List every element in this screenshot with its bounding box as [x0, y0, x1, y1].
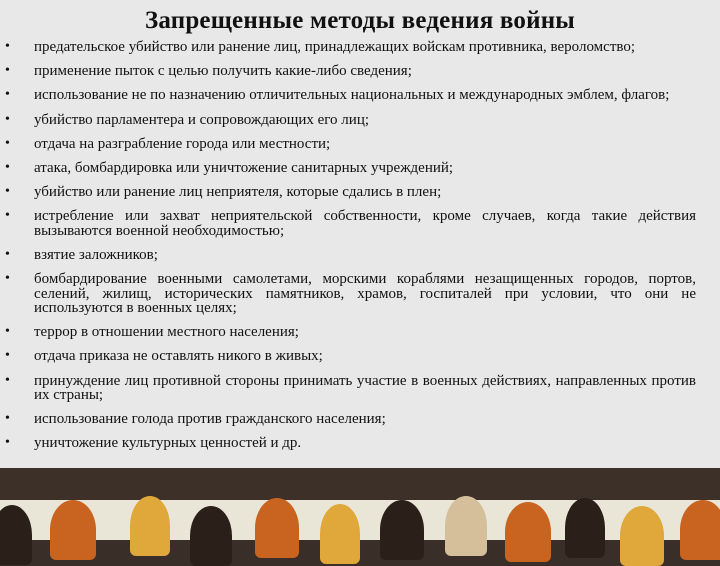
list-item [0, 161, 720, 175]
list-item-text: использование голода против гражданского населения; [34, 411, 386, 428]
list-item [0, 248, 720, 262]
silhouette-figure [380, 500, 424, 560]
list-item-text: уничтожение культурных ценностей и др. [34, 435, 302, 452]
bullet-icon: • [5, 160, 10, 176]
list-item-text: бомбардирование военными самолетами, морскими кораблями незащищенных городов, портов, селений, жилищ, исторических памятников, храмов, госпиталей при условии, что они не используются в военных целях; [34, 271, 696, 317]
silhouette-figure [320, 504, 360, 564]
list-item-text: убийство парламентера и сопровождающих его лиц; [34, 111, 370, 128]
bullet-icon: • [5, 324, 10, 340]
silhouette-figure [190, 506, 232, 566]
slide-title: Запрещенные методы ведения войны [144, 7, 576, 34]
silhouette-figure [130, 496, 170, 556]
list-item-text: террор в отношении местного населения; [34, 324, 299, 341]
silhouette-figure [50, 500, 96, 560]
list-item [0, 64, 720, 78]
silhouette-figure [505, 502, 551, 562]
bullet-icon: • [5, 348, 10, 364]
list-item [0, 374, 720, 403]
list-item-text: применение пыток с целью получить какие-либо сведения; [34, 63, 412, 80]
list-item [0, 113, 720, 127]
silhouette-figure [255, 498, 299, 558]
silhouette-figure [445, 496, 487, 556]
bullet-icon: • [5, 111, 10, 127]
list-item [0, 436, 720, 450]
silhouette-figure [620, 506, 664, 566]
bullet-icon: • [5, 184, 10, 200]
bullet-icon: • [5, 435, 10, 451]
list-item-text: отдача на разграбление города или местности; [34, 135, 331, 152]
silhouette-figure [680, 500, 720, 560]
methods-list [0, 40, 720, 461]
list-item-text: использование не по назначению отличительных национальных и международных эмблем, флагов; [34, 87, 670, 104]
list-item-text: принуждение лиц противной стороны принимать участие в военных действиях, направленных против их страны; [34, 372, 696, 404]
list-item [0, 209, 720, 238]
bullet-icon: • [5, 135, 10, 151]
silhouette-figure [565, 498, 605, 558]
bullet-icon: • [5, 87, 10, 103]
decorative-stripe [0, 500, 720, 540]
bullet-icon: • [5, 208, 10, 224]
list-item-text: атака, бомбардировка или уничтожение санитарных учреждений; [34, 160, 454, 177]
list-item-text: взятие заложников; [34, 247, 158, 264]
list-item [0, 40, 720, 54]
bullet-icon: • [5, 63, 10, 79]
list-item [0, 88, 720, 102]
list-item [0, 349, 720, 363]
list-item-text: отдача приказа не оставлять никого в живых; [34, 348, 323, 365]
list-item-text: убийство или ранение лиц неприятеля, которые сдались в плен; [34, 184, 442, 201]
bullet-icon: • [5, 39, 10, 54]
list-item [0, 137, 720, 151]
list-item [0, 325, 720, 339]
bullet-icon: • [5, 411, 10, 427]
list-item [0, 412, 720, 426]
list-item [0, 185, 720, 199]
list-item [0, 272, 720, 315]
bullet-icon: • [5, 271, 10, 287]
list-item-text: истребление или захват неприятельской собственности, кроме случаев, когда такие действия вызываются военной необходимостью; [34, 208, 696, 239]
list-item-text: предательское убийство или ранение лиц, принадлежащих войскам противника, вероломство; [34, 39, 636, 55]
bullet-icon: • [5, 247, 10, 263]
bullet-icon: • [5, 372, 10, 388]
